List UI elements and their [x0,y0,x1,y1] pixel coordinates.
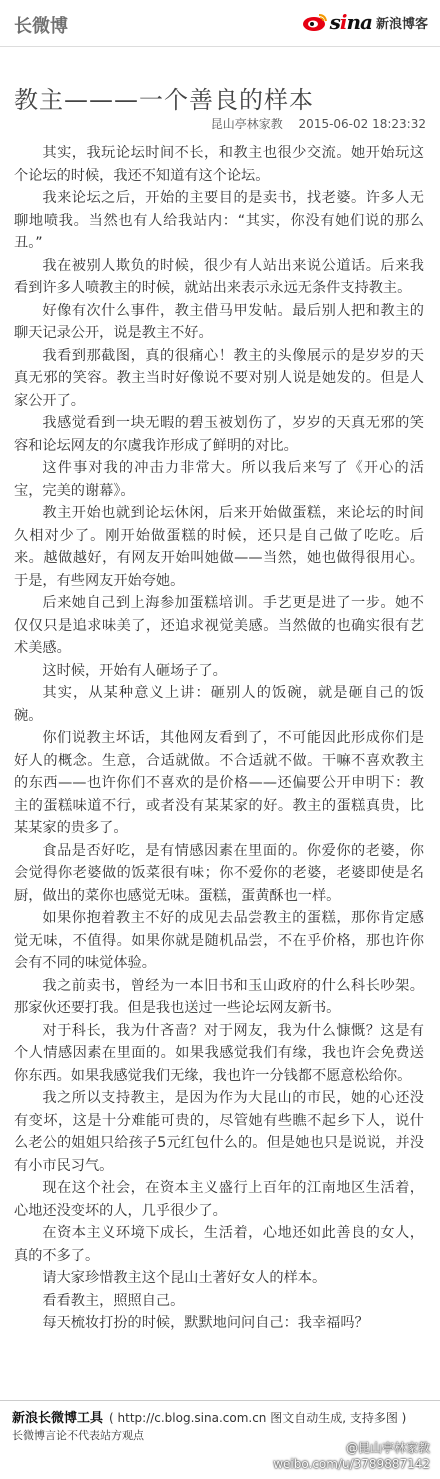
article-paragraph: 每天梳妆打扮的时候，默默地问问自己：我幸福吗？ [42,1315,369,1331]
article-title: 教主———一个善良的样本 [14,86,314,115]
tool-name[interactable]: 新浪长微博工具 [12,1411,104,1426]
weibo-watermark [273,1440,430,1472]
article-paragraph: 我之前卖书，曾经为一本旧书和玉山政府的什么科长吵架。那家伙还要打我。但是我也送过一些论坛网友新书。 [14,977,424,1016]
article-paragraph: 请大家珍惜教主这个昆山土著好女人的样本。 [42,1270,327,1286]
article-paragraph: 你们说教主坏话，其他网友看到了，不可能因此形成你们是好人的概念。生意，合适就做。不合适就不做。干嘛不喜欢教主的东西——也许你们不喜欢的是价格——还偏要公开申明下：教主的蛋糕味道不行，或者没有某某家的好。教主的蛋糕真贵，比某某家的贵多了。 [14,730,424,836]
sina-eye-icon [302,12,328,32]
article-paragraph: 在资本主义环境下成长，生活着，心地还如此善良的女人，真的不多了。 [14,1225,424,1264]
article-paragraph: 这件事对我的冲击力非常大。所以我后来写了《开心的活宝，完美的谢幕》。 [14,460,424,499]
article-meta [211,115,426,132]
disclaimer: 长微博言论不代表站方观点 [12,1429,144,1442]
watermark-url: weibo.com/u/3789887142 [273,1457,430,1471]
sina-logo-text: sina [329,10,372,34]
article-paragraph: 我来论坛之后，开始的主要目的是卖书，找老婆。许多人无聊地喷我。当然也有人给我站内：“其实，你没有她们说的那么丑。” [14,190,424,251]
footer-tool-line [12,1407,406,1426]
article-paragraph: 我看到那截图，真的很痛心！教主的头像展示的是岁岁的天真无邪的笑容。教主当时好像说不要对别人说是她发的。但是人家公开了。 [14,347,424,409]
article-paragraph: 现在这个社会，在资本主义盛行上百年的江南地区生活着，心地还没变坏的人，几乎很少了。 [14,1180,424,1219]
watermark-handle: @昆山亭林家教 [345,1441,430,1455]
article-paragraph: 对于科长，我为什吝啬？对于网友，我为什么慷慨？这是有个人情感因素在里面的。如果我感觉我们有缘，我也许会免费送你东西。如果我感觉我们无缘，我也许一分钱都不愿意松给你。 [14,1022,424,1084]
article-paragraph: 我之所以支持教主，是因为作为大昆山的市民，她的心还没有变坏，这是十分难能可贵的，尽管她有些瞧不起乡下人，说什么老公的姐姐只给孩子5元红包什么的。但是她也只是说说，并没有小市民习气。 [14,1090,424,1174]
article-body [14,142,424,1335]
tool-url-info[interactable]: ( http://c.blog.sina.com.cn 图文自动生成, 支持多图 ) [109,1411,407,1425]
article-paragraph: 好像有次什么事件，教主借马甲发帖。最后别人把和教主的聊天记录公开，说是教主不好。 [14,302,424,341]
article-paragraph: 后来她自己到上海参加蛋糕培训。手艺更是进了一步。她不仅仅只是追求味美了，还追求视觉美感。当然做的也确实很有艺术美感。 [14,595,424,656]
footer [0,1400,440,1445]
article-paragraph: 看看教主，照照自己。 [42,1292,185,1309]
article-paragraph: 我在被别人欺负的时候，很少有人站出来说公道话。后来我看到许多人喷教主的时候，就站出来表示永远无条件支持教主。 [14,257,424,296]
author-name[interactable]: 昆山亭林家教 [210,117,283,131]
article-paragraph: 其实，从某种意义上讲：砸别人的饭碗，就是砸自己的饭碗。 [14,685,424,724]
post-datetime: 2015-06-02 18:23:32 [298,117,426,131]
app-header [0,0,440,47]
article-paragraph: 我感觉看到一块无暇的碧玉被划伤了，岁岁的天真无邪的笑容和论坛网友的尔虞我诈形成了鲜明的对比。 [14,415,424,454]
article-paragraph: 教主开始也就到论坛休闲，后来开始做蛋糕，来论坛的时间久相对少了。刚开始做蛋糕的时候，还只是自己做了吃吃。后来。越做越好，有网友开始叫她做——当然，她也做得很用心。于是，有些网友开始夸她。 [14,505,424,589]
brand-text: 新浪博客 [375,16,428,32]
article-paragraph: 食品是否好吃，是有情感因素在里面的。你爱你的老婆，你会觉得你老婆做的饭菜很有味；你不爱你的老婆，老婆即使是名厨，做出的菜你也感觉无味。蛋糕，蛋黄酥也一样。 [14,842,424,904]
sina-blog-brand[interactable] [302,10,428,34]
article-paragraph: 如果你抱着教主不好的成见去品尝教主的蛋糕，那你肯定感觉无味，不值得。如果你就是随机品尝，不在乎价格，那也许你会有不同的味觉体验。 [14,910,424,971]
app-name: 长微博 [14,16,68,37]
article-paragraph: 其实，我玩论坛时间不长，和教主也很少交流。她开始玩这个论坛的时候，我还不知道有这个论坛。 [14,145,424,184]
article-paragraph: 这时候，开始有人砸场子了。 [42,662,227,679]
